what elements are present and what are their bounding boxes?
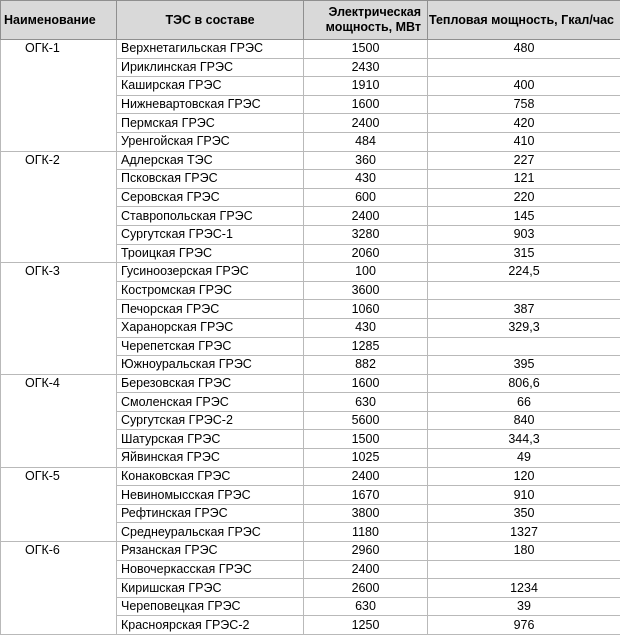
plant-name-cell: Шатурская ГРЭС [117,430,304,449]
heat-capacity-cell: 840 [428,411,620,430]
electric-capacity-cell: 1670 [304,486,428,505]
heat-capacity-cell: 758 [428,95,620,114]
heat-capacity-cell: 400 [428,77,620,96]
company-name-cell: ОГК-4 [1,374,117,467]
table-row [1,40,620,59]
heat-capacity-cell: 220 [428,188,620,207]
table-row [1,151,620,170]
plant-name-cell: Псковская ГРЭС [117,170,304,189]
electric-capacity-cell: 2400 [304,467,428,486]
electric-capacity-cell: 600 [304,188,428,207]
heat-capacity-cell: 224,5 [428,263,620,282]
plant-name-cell: Ставропольская ГРЭС [117,207,304,226]
plant-name-cell: Красноярская ГРЭС-2 [117,616,304,635]
plant-name-cell: Ириклинская ГРЭС [117,58,304,77]
company-name-cell: ОГК-2 [1,151,117,263]
company-name-cell: ОГК-6 [1,542,117,635]
header-heat-capacity: Тепловая мощность, Гкал/час [428,1,620,40]
plant-name-cell: Череповецкая ГРЭС [117,597,304,616]
heat-capacity-cell: 480 [428,40,620,59]
header-electric-capacity: Электрическая мощность, МВт [304,1,428,40]
electric-capacity-cell: 1600 [304,95,428,114]
plant-name-cell: Конаковская ГРЭС [117,467,304,486]
electric-capacity-cell: 2430 [304,58,428,77]
electric-capacity-cell: 3800 [304,504,428,523]
plant-name-cell: Троицкая ГРЭС [117,244,304,263]
heat-capacity-cell: 180 [428,542,620,561]
electric-capacity-cell: 1600 [304,374,428,393]
plant-name-cell: Верхнетагильская ГРЭС [117,40,304,59]
heat-capacity-cell: 420 [428,114,620,133]
electric-capacity-cell: 2400 [304,114,428,133]
heat-capacity-cell: 145 [428,207,620,226]
electric-capacity-cell: 484 [304,132,428,151]
plant-name-cell: Смоленская ГРЭС [117,393,304,412]
heat-capacity-cell: 49 [428,449,620,468]
plant-name-cell: Серовская ГРЭС [117,188,304,207]
electric-capacity-cell: 100 [304,263,428,282]
electric-capacity-cell: 1285 [304,337,428,356]
electric-capacity-cell: 882 [304,356,428,375]
plant-name-cell: Новочеркасская ГРЭС [117,560,304,579]
table-row [1,467,620,486]
heat-capacity-cell: 315 [428,244,620,263]
electric-capacity-cell: 2960 [304,542,428,561]
heat-capacity-cell: 387 [428,300,620,319]
heat-capacity-cell: 121 [428,170,620,189]
electric-capacity-cell: 1910 [304,77,428,96]
heat-capacity-cell: 1327 [428,523,620,542]
plant-name-cell: Рязанская ГРЭС [117,542,304,561]
plant-name-cell: Сургутская ГРЭС-1 [117,225,304,244]
heat-capacity-cell [428,281,620,300]
plant-name-cell: Черепетская ГРЭС [117,337,304,356]
header-company-name: Наименование [1,1,117,40]
electric-capacity-cell: 1500 [304,430,428,449]
plant-name-cell: Гусиноозерская ГРЭС [117,263,304,282]
electric-capacity-cell: 1025 [304,449,428,468]
heat-capacity-cell: 120 [428,467,620,486]
electric-capacity-cell: 5600 [304,411,428,430]
company-name-cell: ОГК-3 [1,263,117,375]
heat-capacity-cell: 410 [428,132,620,151]
plant-name-cell: Рефтинская ГРЭС [117,504,304,523]
plant-name-cell: Адлерская ТЭС [117,151,304,170]
electric-capacity-cell: 430 [304,318,428,337]
heat-capacity-cell: 350 [428,504,620,523]
heat-capacity-cell: 66 [428,393,620,412]
heat-capacity-cell: 329,3 [428,318,620,337]
plant-name-cell: Киришская ГРЭС [117,579,304,598]
electric-capacity-cell: 630 [304,597,428,616]
heat-capacity-cell: 903 [428,225,620,244]
electric-capacity-cell: 430 [304,170,428,189]
plant-name-cell: Березовская ГРЭС [117,374,304,393]
header-plants: ТЭС в составе [117,1,304,40]
plant-name-cell: Уренгойская ГРЭС [117,132,304,151]
plant-name-cell: Печорская ГРЭС [117,300,304,319]
plant-name-cell: Южноуральская ГРЭС [117,356,304,375]
electric-capacity-cell: 2400 [304,207,428,226]
plant-name-cell: Сургутская ГРЭС-2 [117,411,304,430]
table-row [1,374,620,393]
electric-capacity-cell: 1500 [304,40,428,59]
electric-capacity-cell: 2400 [304,560,428,579]
company-name-cell: ОГК-5 [1,467,117,541]
table-row [1,263,620,282]
electric-capacity-cell: 1250 [304,616,428,635]
plant-name-cell: Невиномысская ГРЭС [117,486,304,505]
heat-capacity-cell: 910 [428,486,620,505]
electric-capacity-cell: 1060 [304,300,428,319]
heat-capacity-cell: 227 [428,151,620,170]
electric-capacity-cell: 360 [304,151,428,170]
heat-capacity-cell: 395 [428,356,620,375]
heat-capacity-cell: 976 [428,616,620,635]
electric-capacity-cell: 630 [304,393,428,412]
plant-name-cell: Костромская ГРЭС [117,281,304,300]
plant-name-cell: Среднеуральская ГРЭС [117,523,304,542]
electric-capacity-cell: 3280 [304,225,428,244]
plant-name-cell: Каширская ГРЭС [117,77,304,96]
electric-capacity-cell: 1180 [304,523,428,542]
heat-capacity-cell [428,560,620,579]
header-row [1,1,620,40]
plant-name-cell: Нижневартовская ГРЭС [117,95,304,114]
heat-capacity-cell: 39 [428,597,620,616]
heat-capacity-cell: 344,3 [428,430,620,449]
table-body [1,40,620,635]
heat-capacity-cell: 806,6 [428,374,620,393]
plant-name-cell: Пермская ГРЭС [117,114,304,133]
plant-name-cell: Харанорская ГРЭС [117,318,304,337]
heat-capacity-cell: 1234 [428,579,620,598]
table-row [1,542,620,561]
electric-capacity-cell: 3600 [304,281,428,300]
electric-capacity-cell: 2600 [304,579,428,598]
heat-capacity-cell [428,337,620,356]
heat-capacity-cell [428,58,620,77]
plant-name-cell: Яйвинская ГРЭС [117,449,304,468]
company-name-cell: ОГК-1 [1,40,117,152]
electric-capacity-cell: 2060 [304,244,428,263]
